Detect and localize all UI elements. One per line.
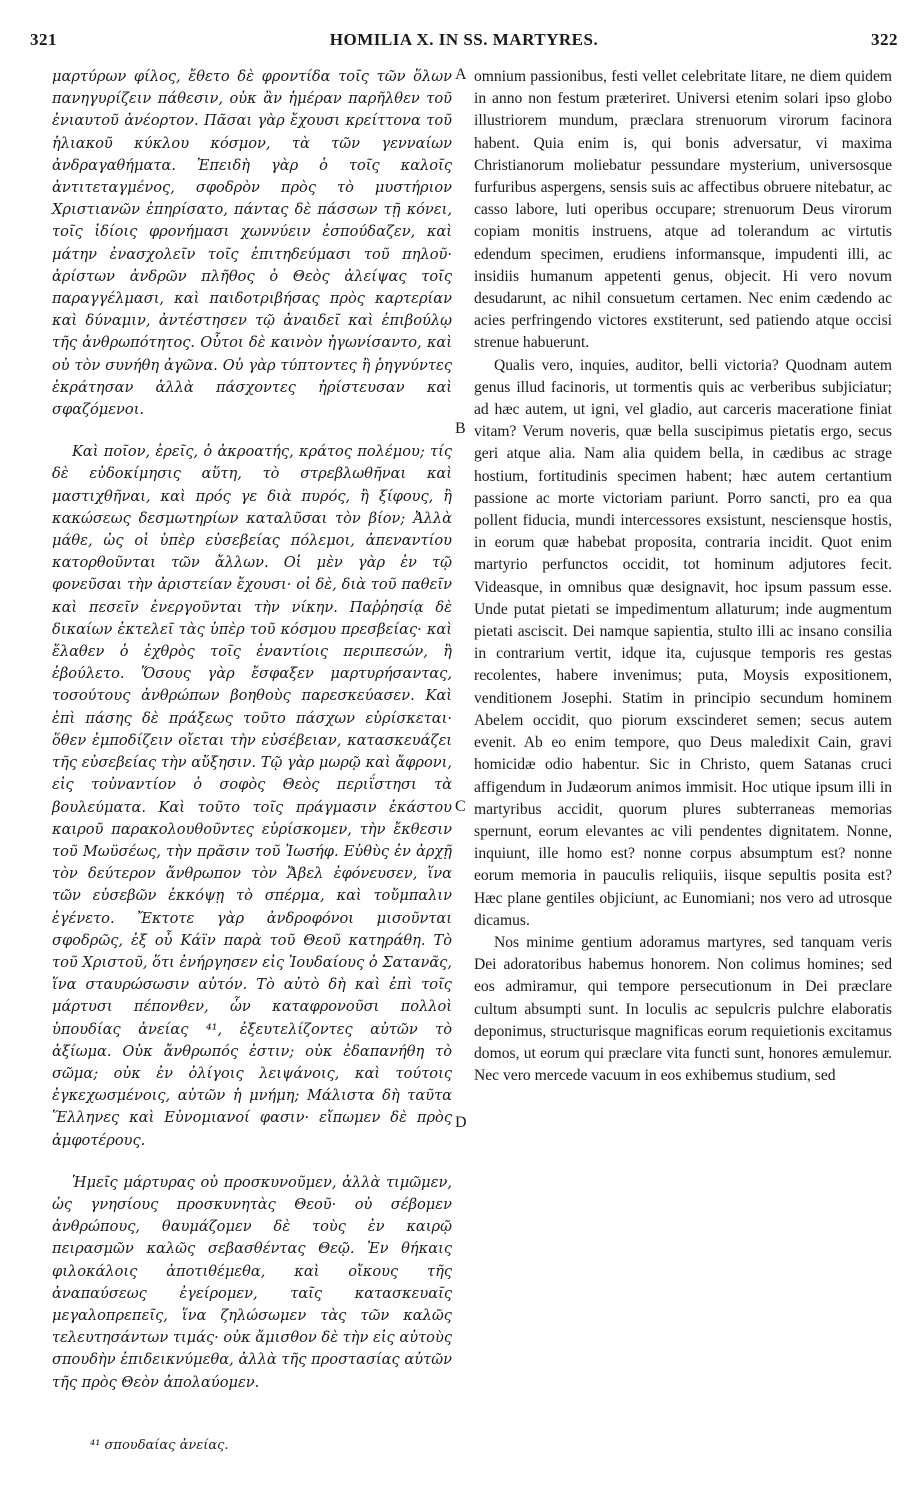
footnote: ⁴¹ σπουδαίας ἀνείας. bbox=[90, 1438, 229, 1453]
greek-paragraph-3: Ἡμεῖς μάρτυρας οὐ προσκυνοῦμεν, ἀλλὰ τιμῶμεν, ὡς γνησίους προσκυνητὰς Θεοῦ· οὐ σέβομεν ἀνθρώπους, θαυμάζομεν δὲ τοὺς ἐν καιρῷ πειρασμῶν καλῶς σεβασθέντας Θεῷ. Ἐν θήκαις φιλοκάλοις ἀποτιθέμεθα, καὶ οἴκους τῆς ἀναπαύσεως ἐγείρομεν, ταῖς κατασκευαῖς μεγαλοπρεπεῖς, ἵνα ζηλώσωμεν τὰς τῶν καλῶς τελευτησάντων τιμάς· οὐκ ἄμισθον δὲ τὴν εἰς αὐτοὺς σπουδὴν ἐπιδεικνύμεθα, ἀλλὰ τῆς προστασίας αὐτῶν τῆς πρὸς Θεὸν ἀπολαύομεν. bbox=[52, 1173, 452, 1391]
greek-paragraph-1: μαρτύρων φίλος, ἔθετο δὲ φροντίδα τοῖς τῶν ὅλων πανηγυρίζειν πάθεσιν, οὐκ ἂν ἡμέραν παρῆλθεν τοῦ ἐνιαυτοῦ ἀνέορτον. Πᾶσαι γὰρ ἔχουσι κρείττονα τοῦ ἡλιακοῦ κύκλου κόσμον, τὰ τῶν γενναίων ἀνδραγαθήματα. Ἐπειδὴ γὰρ ὁ τοῖς καλοῖς ἀντιτεταγμένος, σφοδρὸν πρὸς τὸ μυστήριον Χριστιανῶν ἐπηρίσατο, πάντας δὲ πάσσων τῇ κόνει, τοῖς ἰδίοις φρονήμασι χωννύειν ἐσπούδαζεν, καὶ μάτην ἐνασχολεῖν τοῖς ἐπιτηδεύμασι τοῦ πηλοῦ· ἀρίστων ἀνδρῶν πλῆθος ὁ Θεὸς ἀλείψας τοῖς παραγγέλμασι, καὶ παιδοτριβήσας πρὸς καρτερίαν καὶ δύναμιν, ἀντέστησεν τῷ ἀναιδεῖ καὶ ἐπιβούλῳ τῆς ἀνθρωπότητος. Οὗτοι δὲ καινὸν ἠγωνίσαντο, καὶ οὐ τὸν συνήθη ἀγῶνα. Οὐ γὰρ τύπτοντες ἢ ῥηγνύντες ἐκράτησαν ἀλλὰ πάσχοντες ἠρίστευσαν καὶ σφαζόμενοι. bbox=[52, 68, 452, 419]
margin-letter-a: A bbox=[455, 66, 467, 83]
page-number-right: 322 bbox=[871, 30, 898, 49]
margin-letter-c: C bbox=[455, 798, 466, 815]
greek-paragraph-2: Καὶ ποῖον, ἐρεῖς, ὁ ἀκροατής, κράτος πολέμου; τίς δὲ εὐδοκίμησις αὕτη, τὸ στρεβλωθῆναι καὶ μαστιχθῆναι, καὶ πρός γε διὰ πυρός, ἢ ξίφους, ἢ κακώσεως δεσμωτηρίων καταλῦσαι τὸν βίον; Ἀλλὰ μάθε, ὡς οἱ ὑπὲρ εὐσεβείας πόλεμοι, ἀπεναντίου κατορθοῦνται τῶν ἄλλων. Οἱ μὲν γὰρ ἐν τῷ φονεῦσαι τὴν ἀριστείαν ἔχουσι· οἱ δὲ, διὰ τοῦ παθεῖν καὶ πεσεῖν ἐνεργοῦνται τὴν νίκην. Παῤῥησίᾳ δὲ δικαίων ἐκτελεῖ τὰς ὑπὲρ τοῦ κόσμου πρεσβείας· καὶ ἔλαθεν ὁ ἐχθρὸς τοῖς ἐναντίοις περιπεσών, ἢ ἐβούλετο. Ὅσους γὰρ ἔσφαξεν μαρτυρήσαντας, τοσούτους ἀνθρώπων βοηθοὺς παρεσκεύασεν. Καὶ ἐπὶ πάσης δὲ πράξεως τοῦτο πάσχων εὑρίσκεται· ὅθεν ἐμποδίζειν οἴεται τὴν εὐσέβειαν, κατασκευάζει τῆς εὐσεβείας τὴν αὔξησιν. Τῷ γὰρ μωρῷ καὶ ἄφρονι, εἰς τοὐναντίον ὁ σοφὸς Θεὸς περιΐστησι τὰ βουλεύματα. Καὶ τοῦτο τοῖς πράγμασιν ἑκάστου καιροῦ παρακολουθοῦντες εὑρίσκομεν, τὴν ἔκθεσιν τοῦ Μωϋσέως, τὴν πρᾶσιν τοῦ Ἰωσήφ. Εὐθὺς ἐν ἀρχῇ τὸν δεύτερον ἄνθρωπον τὸν Ἄβελ ἐφόνευσεν, ἵνα τῶν εὐσεβῶν ἐκκόψῃ τὸ σπέρμα, καὶ τοὔμπαλιν ἐγένετο. Ἔκτοτε γὰρ ἀνδροφόνοι μισοῦνται σφοδρῶς, ἐξ οὗ Κάϊν παρὰ τοῦ Θεοῦ κατηράθη. Τὸ τοῦ Χριστοῦ, ὅτι ἐνήργησεν εἰς Ἰουδαίους ὁ Σατανᾶς, ἵνα σταυρώσωσιν αὐτόν. Τὸ αὐτὸ δὴ καὶ ἐπὶ τοῖς μάρτυσι πέπονθεν, ὧν καταφρονοῦσι πολλοὶ ὑπουδίας ἀνείας ⁴¹, ἐξευτελίζοντες αὐτῶν τὸ ἀξίωμα. Οὐκ ἄνθρωπός ἐστιν; οὐκ ἐδαπανήθη τὸ σῶμα; οὐκ ἐν ὀλίγοις λειψάνοις, καὶ τούτοις ἐγκεχωσμένοις, αὐτῶν ἡ μνήμη; Μάλιστα δὴ ταῦτα Ἕλληνες καὶ Εὐνομιανοί φασιν· εἴπωμεν δὲ πρὸς ἀμφοτέρους. bbox=[52, 443, 452, 1149]
latin-paragraph-3: Nos minime gentium adoramus martyres, sed tanquam veris Dei adoratoribus habemus honorem. Non colimus homines; sed eos admiramur, qui tempore persecutionum in Dei præclare cultum absumpti sunt. In loculis ac sepulcris pulchre elaboratis deponimus, structurisque magnificas eorum requietionis excitamus domos, ut eorum qui præclare vita functi sunt, honores æmulemur. Nec vero mercede vacuum in eos exhibemus studium, sed bbox=[474, 933, 892, 1085]
latin-column bbox=[474, 66, 892, 1087]
latin-paragraph-2: Qualis vero, inquies, auditor, belli victoria? Quodnam autem genus illud facinoris, ut tormentis quis ac verberibus subjiciatur; ad hæc autem, ut igni, vel gladio, aut carceris maceratione finiat vitam? Verum noveris, quæ bella suscipimus pietatis ergo, secus geri atque alia. Nam alia quidem bella, in cædibus ac strage hostium, fortitudinis specimen habent; hæc autem certantium passione ac morte victoriam pariunt. Porro sancti, pro ea qua pollent fiducia, mundi intercessores exsistunt, nesciensque hostis, in eorum quæ habebat proposita, contraria incidit. Quot enim martyrio perfunctos occidit, tot hominum adjutores fecit. Videasque, in omnibus quæ designavit, hoc ipsum passum esse. Unde putat pietati se impedimentum allaturum; inde augmentum pietati asciscit. Dei namque sapientia, stulto illi ac insano consilia in contrarium vertit, idque ita, cujusque temporis res gestas recolentes, habere invenimus; puta, Moysis expositionem, venditionem Josephi. Statim in principio secundum hominem Abelem occidit, quo piorum exscinderet semen; secus autem evenit. Ab eo enim tempore, quo Deus maledixit Cain, gravi homicidæ odio habentur. Sic in Christo, quem Satanas cruci affigendum in Judæorum animos immisit. Hoc utique ipsum illi in martyribus accidit, quorum plures subterraneas memorias spernunt, eorum elevantes ac vili pendentes dignitatem. Nonne, inquiunt, ille homo est? nonne corpus absumptum est? nonne eorum memoria in pauculis reliquiis, iisque sepultis posita est? Hæc plane gentiles objiciunt, ac Eunomiani; nos vero ad utrosque dicamus. bbox=[474, 356, 892, 929]
page-number-left: 321 bbox=[30, 30, 57, 49]
margin-letter-b: B bbox=[455, 420, 466, 437]
margin-letter-d: D bbox=[455, 1114, 467, 1131]
running-header bbox=[30, 30, 898, 60]
greek-column bbox=[52, 66, 452, 1394]
latin-paragraph-1: omnium passionibus, festi vellet celebritate litare, ne diem quidem in anno non festum præteriret. Universi etenim solari ipso globo illustriorem mundum, præclara strenuorum virorum facinora habent. Quia enim is, qui bonis adversatur, vi maxima Christianorum moliebatur pessundare mysterium, universosque furfuribus aspergens, sensis suis ac affectibus obruere nitebatur, ac casso labore, luti operibus occupare; strenuorum Deus virorum copiam monitis instruens, atque ad tolerandum ac virtutis edendum specimen, erudiens informansque, impudenti illi, ac insidiis humanum appetenti genus, objecit. Hi vero novum desudarunt, ac nihil consuetum certamen. Nec enim cædendo ac acies perfringendo victores exstiterunt, sed patiendo atque occisi strenue habuerunt. bbox=[474, 68, 892, 352]
running-title: HOMILIA X. IN SS. MARTYRES. bbox=[329, 30, 599, 49]
